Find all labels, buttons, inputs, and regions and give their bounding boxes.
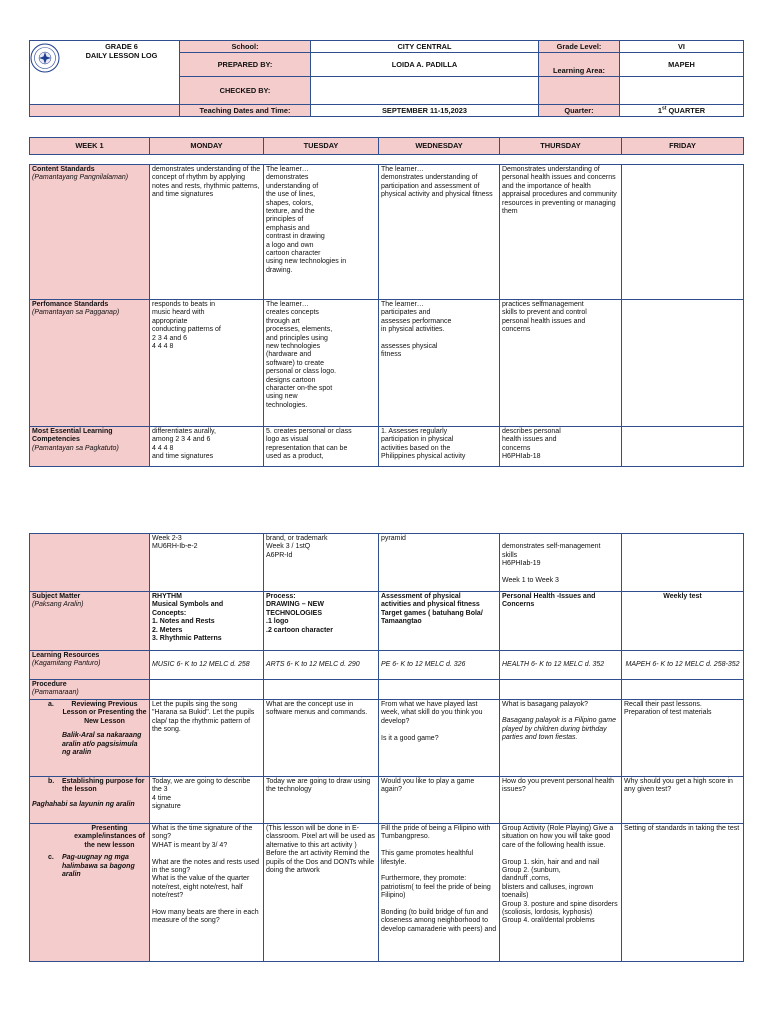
school-value: CITY CENTRAL xyxy=(311,41,539,53)
proc-a-row xyxy=(30,700,744,777)
procedure-row xyxy=(30,680,744,700)
procedure-label-cell xyxy=(30,680,150,700)
day-friday: FRIDAY xyxy=(622,138,744,155)
procedure-wednesday xyxy=(379,680,500,700)
subject-matter-label: Subject Matter xyxy=(32,593,81,600)
resources-wednesday: PE 6- K to 12 MELC d. 326 xyxy=(379,651,500,680)
proc-c-monday: What is the time signature of the song? WHAT is meant by 3/ 4? What are the notes and rests used in the song? What is the value of the quarter note/rest, eight note/rest, half note/rest? How many beats are there in each measure of the song? xyxy=(150,824,264,962)
proc-a-thursday-question: What is basagang palayok? xyxy=(502,701,588,708)
proc-b-label-cell xyxy=(30,777,150,824)
competencies-wednesday: 1. Assesses regularly participation in physical activities based on the Philippines physical activity xyxy=(379,427,500,467)
proc-b-row xyxy=(30,777,744,824)
log-title: DAILY LESSON LOG xyxy=(85,51,158,60)
competencies-label: Most Essential Learning Competencies xyxy=(32,428,113,444)
resources-thursday: HEALTH 6- K to 12 MELC d. 352 xyxy=(500,651,622,680)
subject-matter-row xyxy=(30,592,744,651)
continued-tuesday: brand, or trademark Week 3 / 1stQ A6PR-Id xyxy=(264,534,379,592)
procedure-friday xyxy=(622,680,744,700)
proc-c-thursday: Group Activity (Role Playing) Give a situation on how you will take good care of the following health issue. Group 1. skin, hair and and nail Group 2. (sunburn, dandruff ,corns, blisters and calluses, ingrown toenails) Group 3. posture and spine disorders (scoliosis, lordosis, kyphosis) Group 4. oral/dental problems xyxy=(500,824,622,962)
resources-sub: (Kagamitang Panturo) xyxy=(32,660,101,668)
proc-b-letter: b. xyxy=(48,778,55,785)
content-standards-thursday: Demonstrates understanding of personal health issues and concerns and the importance of health appraisal procedures and community resources in preventing or managing them xyxy=(500,165,622,300)
subject-matter-friday: Weekly test xyxy=(622,592,744,651)
content-standards-wednesday: The learner… demonstrates understanding of participation and assessment of physical activity and physical fitness xyxy=(379,165,500,300)
procedure-sub: (Pamamaraan) xyxy=(32,689,79,697)
header-table xyxy=(29,40,744,117)
learning-area-value: MAPEH xyxy=(620,53,744,77)
procedure-thursday xyxy=(500,680,622,700)
proc-a-letter: a. xyxy=(48,701,54,708)
week-label: WEEK 1 xyxy=(30,138,150,155)
proc-b-friday: Why should you get a high score in any given test? xyxy=(622,777,744,824)
competencies-tuesday: 5. creates personal or class logo as visual representation that can be used as a product, xyxy=(264,427,379,467)
standards-table xyxy=(29,164,744,467)
continued-competencies-row xyxy=(30,534,744,592)
grade-title-cell xyxy=(30,41,180,105)
proc-b-sub: Paghahabi sa layunin ng aralin xyxy=(32,800,135,808)
resources-label: Learning Resources xyxy=(32,652,100,659)
resources-monday: MUSIC 6- K to 12 MELC d. 258 xyxy=(150,651,264,680)
proc-b-tuesday: Today we are going to draw using the technology xyxy=(264,777,379,824)
prepared-by-label: PREPARED BY: xyxy=(180,53,311,77)
proc-a-thursday xyxy=(500,700,622,777)
quarter-num: 1 xyxy=(657,106,663,115)
performance-standards-label-cell xyxy=(30,300,150,427)
quarter-value xyxy=(620,105,744,117)
proc-a-label-cell xyxy=(30,700,150,777)
proc-a-sub: Balik-Aral sa nakaraang aralin at/o pagsisimula ng aralin xyxy=(62,732,142,757)
quarter-sup: st xyxy=(662,105,667,112)
proc-c-sub: Pag-uugnay ng mga halimbawa sa bagong aralin xyxy=(62,854,135,879)
proc-a-monday: Let the pupils sing the song "Harana sa Bukid". Let the pupils clap/ tap the rhythmic pattern of the song. xyxy=(150,700,264,777)
performance-standards-thursday: practices selfmanagement skills to prevent and control personal health issues and concerns xyxy=(500,300,622,427)
proc-c-label-cell xyxy=(30,824,150,962)
performance-standards-tuesday: The learner… creates concepts through art processes, elements, and principles using new technologies (hardware and software) to create personal or class logo. designs cartoon character on-the spot using new technologies. xyxy=(264,300,379,427)
performance-standards-row xyxy=(30,300,744,427)
continued-friday xyxy=(622,534,744,592)
prepared-by-value: LOIDA A. PADILLA xyxy=(311,53,539,77)
competencies-row xyxy=(30,427,744,467)
dates-value: SEPTEMBER 11-15,2023 xyxy=(311,105,539,117)
proc-a-friday: Recall their past lessons. Preparation of test materials xyxy=(622,700,744,777)
continued-monday: Week 2-3 MU6RH-Ib-e-2 xyxy=(150,534,264,592)
quarter-label: Quarter: xyxy=(539,105,620,117)
performance-standards-monday: responds to beats in music heard with appropriate conducting patterns of 2 3 4 and 6 4 4 4 8 xyxy=(150,300,264,427)
subject-matter-monday: RHYTHM Musical Symbols and Concepts: 1. Notes and Rests 2. Meters 3. Rhythmic Patterns xyxy=(150,592,264,651)
content-standards-label: Content Standards xyxy=(32,166,95,173)
resources-tuesday: ARTS 6- K to 12 MELC d. 290 xyxy=(264,651,379,680)
content-standards-row xyxy=(30,165,744,300)
proc-b-thursday: How do you prevent personal health issues? xyxy=(500,777,622,824)
grade-level-label: Grade Level: xyxy=(539,41,620,53)
proc-a-tuesday: What are the concept use in software menus and commands. xyxy=(264,700,379,777)
header-blank-cell xyxy=(30,105,180,117)
day-tuesday: TUESDAY xyxy=(264,138,379,155)
proc-c-row xyxy=(30,824,744,962)
competencies-monday: differentiates aurally, among 2 3 4 and 6 4 4 4 8 and time signatures xyxy=(150,427,264,467)
school-label: School: xyxy=(180,41,311,53)
subject-matter-wednesday: Assessment of physical activities and physical fitness Target games ( batuhang Bola/ Tamaangtao xyxy=(379,592,500,651)
learning-area-label: Learning Area: xyxy=(539,53,620,77)
procedure-label: Procedure xyxy=(32,681,67,688)
proc-b-monday: Today, we are going to describe the 3 4 time signature xyxy=(150,777,264,824)
subject-matter-tuesday: Process: DRAWING – NEW TECHNOLOGIES .1 logo .2 cartoon character xyxy=(264,592,379,651)
performance-standards-label: Perfomance Standards xyxy=(32,301,109,308)
content-standards-tuesday: The learner… demonstrates understanding of the use of lines, shapes, colors, texture, and the principles of emphasis and contrast in drawing a logo and own cartoon character using new technologies in drawing. xyxy=(264,165,379,300)
subject-matter-sub: (Paksang Aralin) xyxy=(32,601,84,609)
dates-label: Teaching Dates and Time: xyxy=(180,105,311,117)
procedure-monday xyxy=(150,680,264,700)
proc-a-wednesday: From what we have played last week, what skill do you think you develop? Is it a good game? xyxy=(379,700,500,777)
competencies-friday xyxy=(622,427,744,467)
competencies-thursday: describes personal health issues and concerns H6PHIab-18 xyxy=(500,427,622,467)
week-header-table xyxy=(29,137,744,155)
competencies-label-cell xyxy=(30,427,150,467)
content-standards-monday: demonstrates understanding of the concept of rhythm by applying notes and rests, rhythmic patterns, and time signatures xyxy=(150,165,264,300)
proc-c-label: Presenting example/instances of the new lesson xyxy=(74,825,145,849)
proc-b-wednesday: Would you like to play a game again? xyxy=(379,777,500,824)
performance-standards-friday xyxy=(622,300,744,427)
continued-wednesday: pyramid xyxy=(379,534,500,592)
grade-level-value: VI xyxy=(620,41,744,53)
day-thursday: THURSDAY xyxy=(500,138,622,155)
content-standards-label-cell xyxy=(30,165,150,300)
resources-row xyxy=(30,651,744,680)
day-monday: MONDAY xyxy=(150,138,264,155)
checked-by-label: CHECKED BY: xyxy=(180,77,311,105)
performance-standards-sub: (Pamantayan sa Pagganap) xyxy=(32,309,120,317)
proc-c-letter: c. xyxy=(48,854,54,862)
subject-matter-thursday: Personal Health -Issues and Concerns xyxy=(500,592,622,651)
grade-label: GRADE 6 xyxy=(105,42,138,51)
resources-label-cell xyxy=(30,651,150,680)
performance-standards-wednesday: The learner… participates and assesses performance in physical activities. assesses physical fitness xyxy=(379,300,500,427)
resources-friday: MAPEH 6- K to 12 MELC d. 258-352 xyxy=(622,651,744,680)
proc-c-wednesday: Fill the pride of being a Filipino with Tumbangpreso. This game promotes healthful lifestyle. Furthermore, they promote: patriotism( to feel the pride of being Filipino) Bonding (to build bridge of fun and closeness among neighborhood to develop camaraderie with peers) and xyxy=(379,824,500,962)
blank-label-cell xyxy=(539,77,620,105)
day-wednesday: WEDNESDAY xyxy=(379,138,500,155)
competencies-sub: (Pamantayan sa Pagkatuto) xyxy=(32,444,119,452)
proc-c-tuesday: (This lesson will be done in E-classroom. Pixel art will be used as alternative to this art activity ) Before the art activity Remind the pupils of the Dos and DONTs while doing the artwork xyxy=(264,824,379,962)
lesson-table xyxy=(29,533,744,962)
continued-thursday: demonstrates self-management skills H6PHIab-19 Week 1 to Week 3 xyxy=(500,534,622,592)
subject-matter-label-cell xyxy=(30,592,150,651)
content-standards-friday xyxy=(622,165,744,300)
blank-value-cell xyxy=(620,77,744,105)
continued-label-cell xyxy=(30,534,150,592)
content-standards-sub: (Pamantayang Pangnilalaman) xyxy=(32,174,129,182)
proc-c-friday: Setting of standards in taking the test xyxy=(622,824,744,962)
quarter-text: QUARTER xyxy=(666,106,706,115)
proc-a-thursday-answer: Basagang palayok is a Filipino game played by children during birthday parties and town fiestas. xyxy=(502,717,617,742)
checked-by-value xyxy=(311,77,539,105)
proc-b-label: Establishing purpose for the lesson xyxy=(62,778,145,794)
proc-a-label: Reviewing Previous Lesson or Presenting the New Lesson xyxy=(62,701,147,725)
procedure-tuesday xyxy=(264,680,379,700)
